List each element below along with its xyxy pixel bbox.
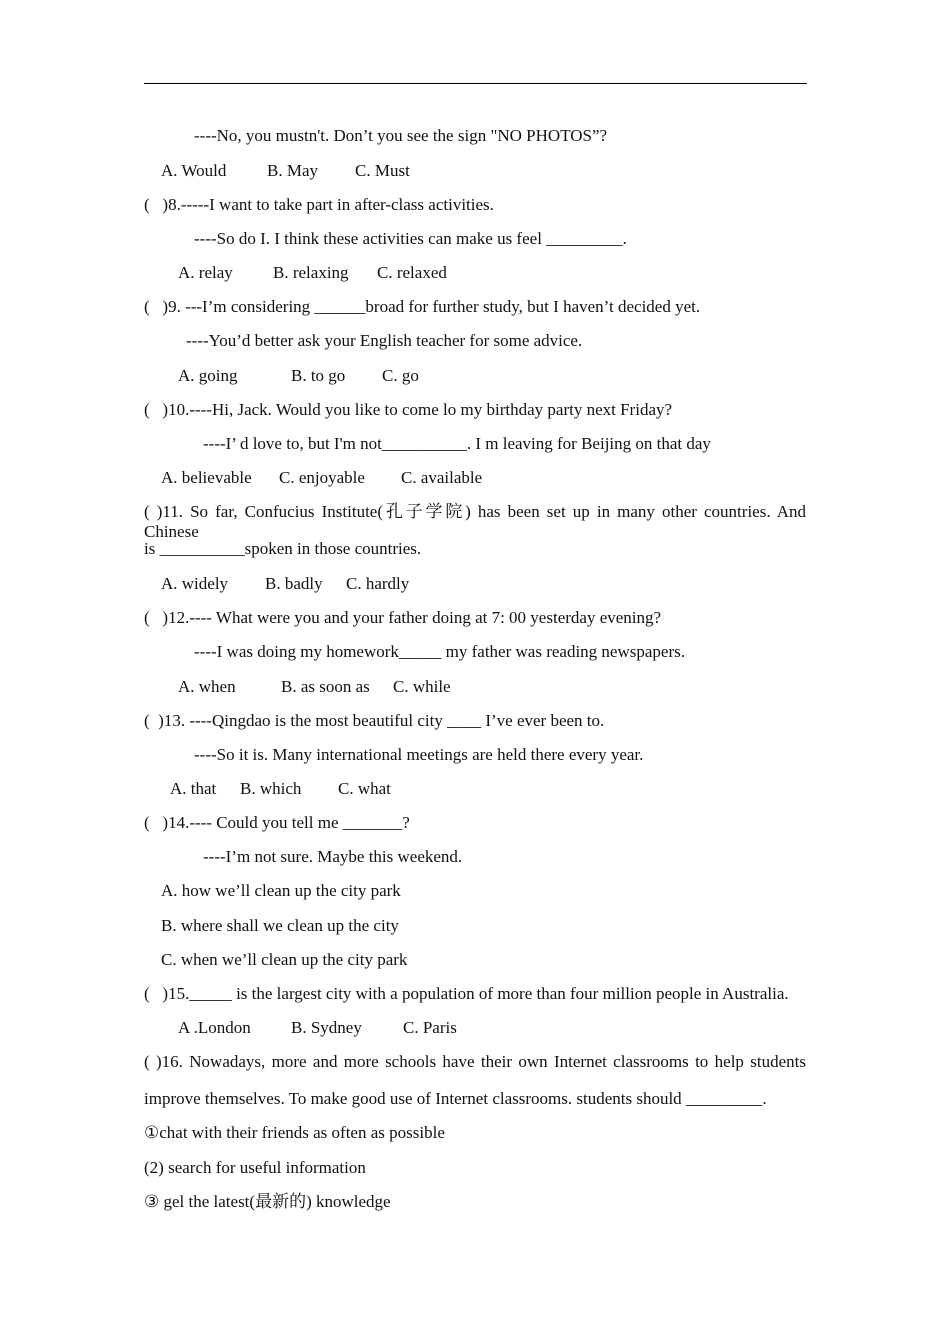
header-rule xyxy=(144,83,807,84)
q9-option-c: C. go xyxy=(382,366,419,385)
q14-option-c: C. when we’ll clean up the city park xyxy=(161,950,408,969)
q15-option-b: B. Sydney xyxy=(291,1018,362,1037)
q11-option-c: C. hardly xyxy=(346,574,410,593)
q15-option-a: A .London xyxy=(178,1018,251,1037)
q11-option-a: A. widely xyxy=(161,574,229,593)
q10-option-c: C. available xyxy=(401,468,483,487)
q9-stem: ( )9. ---I’m considering ______broad for further study, but I haven’t decided yet. xyxy=(144,297,701,316)
q10-option-a: A. believable xyxy=(161,468,252,487)
q12-stem: ( )12.---- What were you and your father doing at 7: 00 yesterday evening? xyxy=(144,608,662,627)
q16-stem: ( )16. Nowadays, more and more schools have their own Internet classrooms to help students xyxy=(144,1052,806,1071)
q10-reply: ----I’ d love to, but I'm not__________. I m leaving for Beijing on that day xyxy=(203,434,711,453)
q16-item-3: ③ gel the latest(最新的) knowledge xyxy=(144,1192,391,1211)
q16-item-1: ①chat with their friends as often as possible xyxy=(144,1123,445,1142)
q13-reply: ----So it is. Many international meetings are held there every year. xyxy=(194,745,644,764)
q7-reply: ----No, you mustn't. Don’t you see the sign "NO PHOTOS”? xyxy=(194,126,608,145)
q7-option-c: C. Must xyxy=(355,161,410,180)
q15-option-c: C. Paris xyxy=(403,1018,457,1037)
q12-reply: ----I was doing my homework_____ my father was reading newspapers. xyxy=(194,642,685,661)
q9-option-a: A. going xyxy=(178,366,238,385)
q14-option-a: A. how we’ll clean up the city park xyxy=(161,881,401,900)
q12-option-a: A. when xyxy=(178,677,236,696)
q10-option-b: C. enjoyable xyxy=(279,468,365,487)
q8-option-c: C. relaxed xyxy=(377,263,447,282)
q13-stem: ( )13. ----Qingdao is the most beautiful city ____ I’ve ever been to. xyxy=(144,711,605,730)
q14-reply: ----I’m not sure. Maybe this weekend. xyxy=(203,847,463,866)
q12-option-b: B. as soon as xyxy=(281,677,370,696)
q8-option-a: A. relay xyxy=(178,263,233,282)
q10-stem: ( )10.----Hi, Jack. Would you like to come lo my birthday party next Friday? xyxy=(144,400,673,419)
q8-option-b: B. relaxing xyxy=(273,263,349,282)
q8-reply: ----So do I. I think these activities can make us feel _________. xyxy=(194,229,627,248)
q16-item-2: (2) search for useful information xyxy=(144,1158,366,1177)
q11-stem: ( )11. So far, Confucius Institute(孔子学院) has been set up in many other countries. And Chinese xyxy=(144,502,806,541)
q13-option-b: B. which xyxy=(240,779,302,798)
q9-reply: ----You’d better ask your English teacher for some advice. xyxy=(186,331,583,350)
q13-option-c: C. what xyxy=(338,779,391,798)
q15-stem: ( )15._____ is the largest city with a population of more than four million people in Australia. xyxy=(144,984,789,1003)
q13-option-a: A. that xyxy=(170,779,217,798)
q16-stem-continued: improve themselves. To make good use of Internet classrooms. students should _________. xyxy=(144,1089,767,1108)
q7-option-a: A. Would xyxy=(161,161,227,180)
q14-option-b: B. where shall we clean up the city xyxy=(161,916,399,935)
q7-option-b: B. May xyxy=(267,161,318,180)
q9-option-b: B. to go xyxy=(291,366,346,385)
q11-stem-continued: is __________spoken in those countries. xyxy=(144,539,422,558)
q12-option-c: C. while xyxy=(393,677,451,696)
q14-stem: ( )14.---- Could you tell me _______? xyxy=(144,813,410,832)
q11-option-b: B. badly xyxy=(265,574,323,593)
q8-stem: ( )8.-----I want to take part in after-class activities. xyxy=(144,195,494,214)
